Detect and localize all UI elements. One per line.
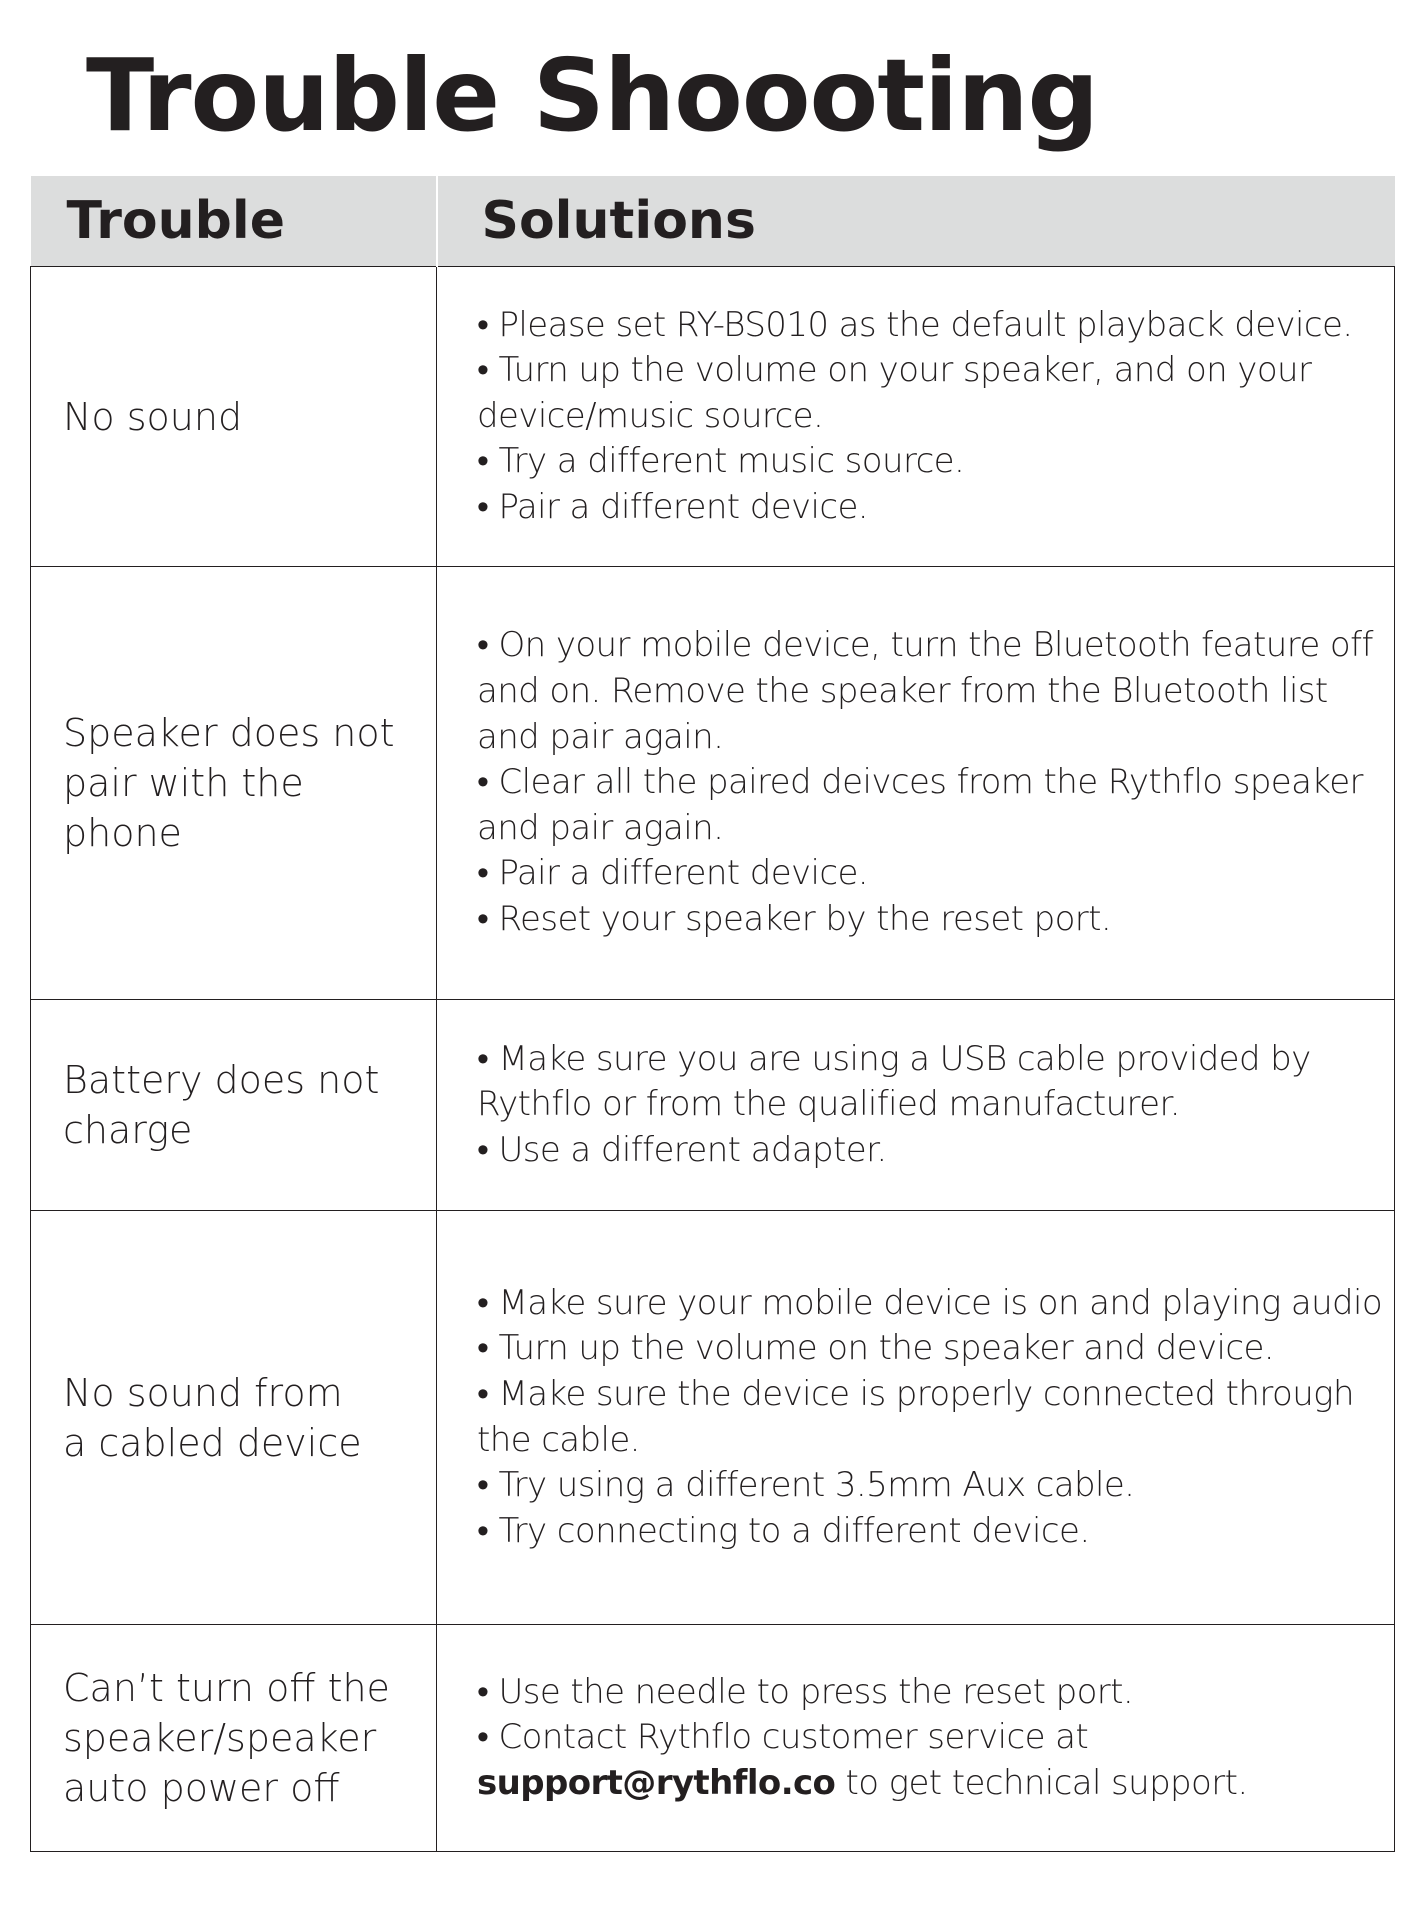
solution-item: • Clear all the paired deivces from the Rythflo speaker and pair again. — [477, 762, 1363, 848]
header-trouble: Trouble — [31, 176, 437, 267]
solution-item: • Try connecting to a different device. — [477, 1510, 1090, 1551]
solution-item: • Please set RY-BS010 as the default playback device. — [477, 304, 1353, 345]
solution-item: • On your mobile device, turn the Bluetooth feature off and on. Remove the speaker from the Bluetooth list and pair again. — [477, 625, 1373, 757]
solution-cell — [437, 1211, 1395, 1625]
troubleshooting-table — [30, 176, 1395, 1852]
table-row-power-off — [31, 1625, 1395, 1852]
solution-item: • Make sure you are using a USB cable provided by Rythflo or from the qualified manufacturer. — [477, 1038, 1311, 1125]
solution-cell — [437, 267, 1395, 567]
solution-item-contact — [477, 1761, 1384, 1807]
header-solutions: Solutions — [437, 176, 1395, 267]
solution-item: • Try a different music source. — [477, 441, 965, 482]
table-header-row — [31, 176, 1395, 267]
trouble-cell: Battery does not charge — [31, 1000, 437, 1211]
solution-item: • Use the needle to press the reset port. — [477, 1671, 1134, 1712]
page-title: Trouble Shoooting — [86, 37, 1099, 154]
table-row-cabled — [31, 1211, 1395, 1625]
solution-item: • Turn up the volume on the speaker and device. — [477, 1328, 1274, 1369]
trouble-cell: No sound from a cabled device — [31, 1211, 437, 1625]
contact-suffix: to get technical support. — [835, 1762, 1248, 1803]
solution-cell — [437, 1625, 1395, 1852]
solution-item: • Try using a different 3.5mm Aux cable. — [477, 1465, 1135, 1506]
trouble-cell: No sound — [31, 267, 437, 567]
solution-item: • Use a different adapter. — [477, 1129, 887, 1170]
solution-item: • Turn up the volume on your speaker, and on your device/music source. — [477, 350, 1312, 436]
trouble-cell: Speaker does not pair with the phone — [31, 567, 437, 1000]
solution-item: • Reset your speaker by the reset port. — [477, 898, 1112, 939]
solution-item: • Make sure your mobile device is on and playing audio — [477, 1282, 1383, 1323]
table-row-pairing — [31, 567, 1395, 1000]
solution-cell — [437, 567, 1395, 1000]
trouble-cell: Can’t turn off the speaker/speaker auto power off — [31, 1625, 437, 1852]
table-row-no-sound — [31, 267, 1395, 567]
solution-item: • Pair a different device. — [477, 853, 869, 894]
table-row-battery — [31, 1000, 1395, 1211]
solution-item: • Contact Rythflo customer service at — [477, 1717, 1089, 1758]
support-email-link[interactable]: support@rythflo.co — [477, 1762, 836, 1803]
solution-cell — [437, 1000, 1395, 1211]
solution-item: • Make sure the device is properly connected through the cable. — [477, 1373, 1354, 1460]
solution-item: • Pair a different device. — [477, 486, 869, 527]
